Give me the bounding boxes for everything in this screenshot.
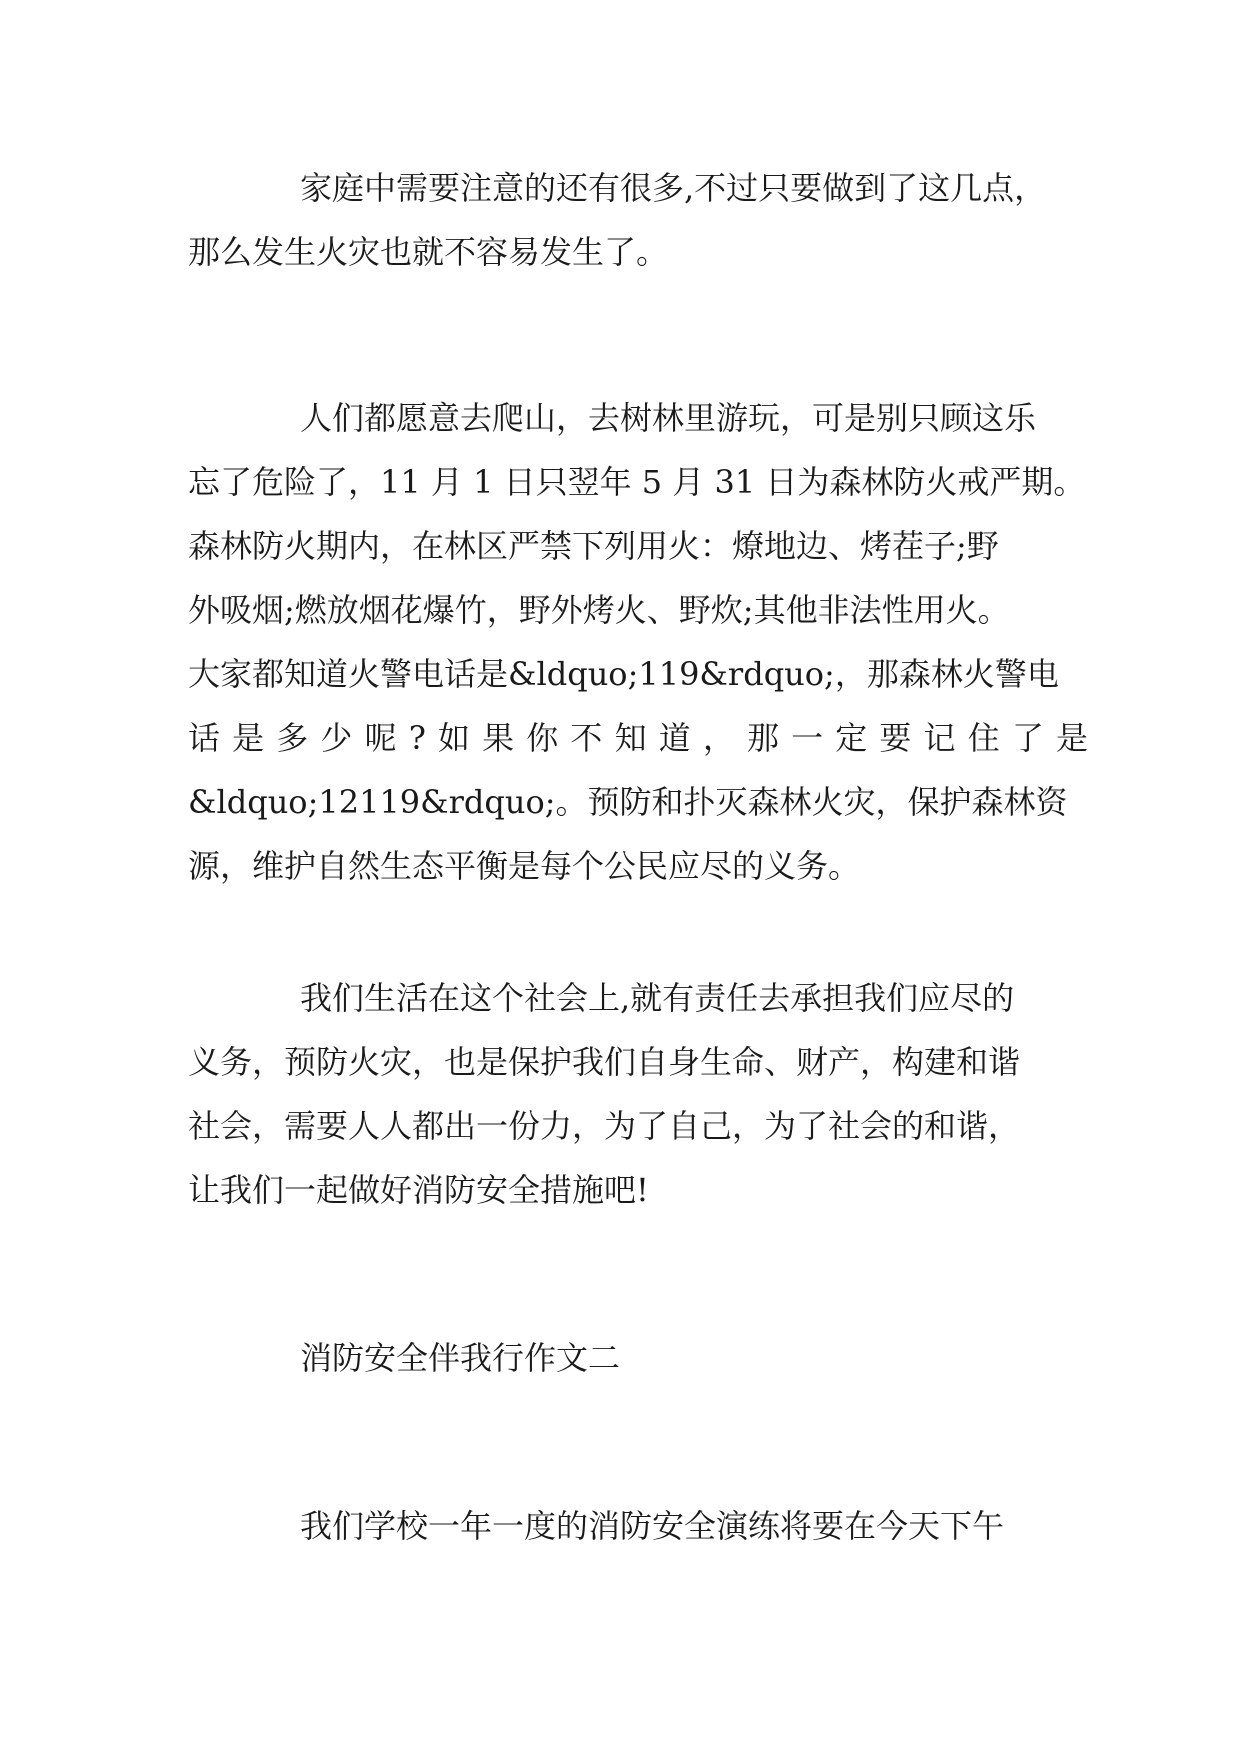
paragraph-line: 源，维护自然生态平衡是每个公民应尽的义务。 [188,847,861,885]
paragraph-line: 我们生活在这个社会上,就有责任去承担我们应尽的 [300,979,1015,1017]
paragraph-home-safety [188,156,1088,284]
paragraph-line: 话是多少呢?如果你不知道，那一定要记住了是 [188,719,1088,757]
paragraph-social-responsibility [188,966,1088,1222]
paragraph-line: 大家都知道火警电话是&ldquo;119&rdquo;，那森林火警电 [188,655,1059,693]
paragraph-line: &ldquo;12119&rdquo;。预防和扑灭森林火灾，保护森林资 [188,783,1068,821]
paragraph-line: 人们都愿意去爬山，去树林里游玩，可是别只顾这乐 [300,399,1037,437]
paragraph-line: 家庭中需要注意的还有很多,不过只要做到了这几点， [300,169,1047,207]
paragraph-line: 义务，预防火灾，也是保护我们自身生命、财产，构建和谐 [188,1043,1021,1081]
paragraph-line: 忘了危险了，11 月 1 日只翌年 5 月 31 日为森林防火戒严期。 [188,463,1086,501]
paragraph-line: 让我们一起做好消防安全措施吧! [188,1171,649,1209]
paragraph-line: 社会，需要人人都出一份力，为了自己，为了社会的和谐， [188,1107,1021,1145]
paragraph-line: 我们学校一年一度的消防安全演练将要在今天下午 [300,1507,1005,1545]
paragraph-line: 外吸烟;燃放烟花爆竹，野外烤火、野炊;其他非法性用火。 [188,591,1010,629]
paragraph-school-drill [188,1494,1088,1558]
section-heading [188,1326,1088,1390]
paragraph-forest-fire [188,386,1088,898]
essay-title: 消防安全伴我行作文二 [300,1339,621,1377]
paragraph-line: 森林防火期内，在林区严禁下列用火：燎地边、烤茬子;野 [188,527,999,565]
paragraph-line: 那么发生火灾也就不容易发生了。 [188,233,669,271]
